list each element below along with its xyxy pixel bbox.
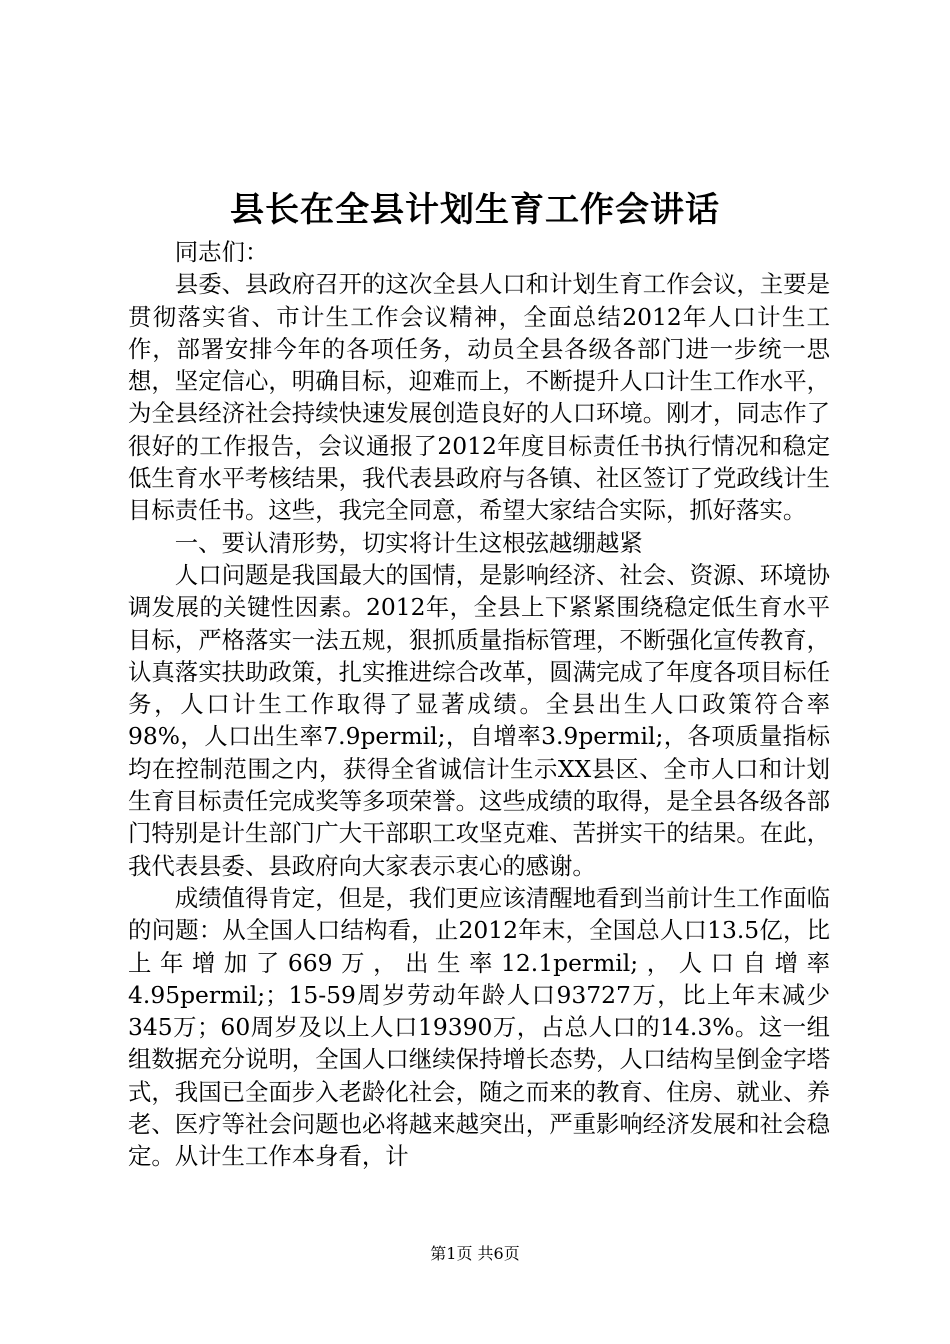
page-indicator: 第1页 共6页 <box>430 1244 520 1263</box>
body-paragraph: 县委、县政府召开的这次全县人口和计划生育工作会议，主要是贯彻落实省、市计生工作会议精神，全面总结2012年人口计生工作，部署安排今年的各项任务，动员全县各级各部门进一步统一思想，坚定信心，明确目标，迎难而上，不断提升人口计生工作水平，为全县经济社会持续快速发展创造良好的人口环境。刚才，同志作了很好的工作报告，会议通报了2012年度目标责任书执行情况和稳定低生育水平考核结果，我代表县政府与各镇、社区签订了党政线计生目标责任书。这些，我完全同意，希望大家结合实际，抓好落实。 <box>128 270 830 525</box>
document-title: 县长在全县计划生育工作会讲话 <box>230 190 720 230</box>
section-heading: 一、要认清形势，切实将计生这根弦越绷越紧 <box>174 528 643 557</box>
salutation-paragraph: 同志们： <box>174 238 269 266</box>
body-paragraph: 成绩值得肯定，但是，我们更应该清醒地看到当前计生工作面临的问题：从全国人口结构看，止2012年末，全国总人口13.5亿，比上年增加了669万，出生率12.1permil;，人口自增率4.95permil;；15-59周岁劳动年龄人口93727万，比上年末减少345万；60周岁及以上人口19390万，占总人口的14.3%。这一组组数据充分说明，全国人口继续保持增长态势，人口结构呈倒金字塔式，我国已全面步入老龄化社会，随之而来的教育、住房、就业、养老、医疗等社会问题也必将越来越突出，严重影响经济发展和社会稳定。从计生工作本身看，计 <box>128 883 830 1171</box>
document-body <box>128 236 830 1173</box>
body-paragraph: 人口问题是我国最大的国情，是影响经济、社会、资源、环境协调发展的关键性因素。2012年，全县上下紧紧围绕稳定低生育水平目标，严格落实一法五规，狠抓质量指标管理，不断强化宣传教育，认真落实扶助政策，扎实推进综合改革，圆满完成了年度各项目标任务，人口计生工作取得了显著成绩。全县出生人口政策符合率98%，人口出生率7.9permil;，自增率3.9permil;，各项质量指标均在控制范围之内，获得全省诚信计生示XX县区、全市人口和计划生育目标责任完成奖等多项荣誉。这些成绩的取得，是全县各级各部门特别是计生部门广大干部职工攻坚克难、苦拼实干的结果。在此，我代表县委、县政府向大家表示衷心的感谢。 <box>128 560 830 880</box>
